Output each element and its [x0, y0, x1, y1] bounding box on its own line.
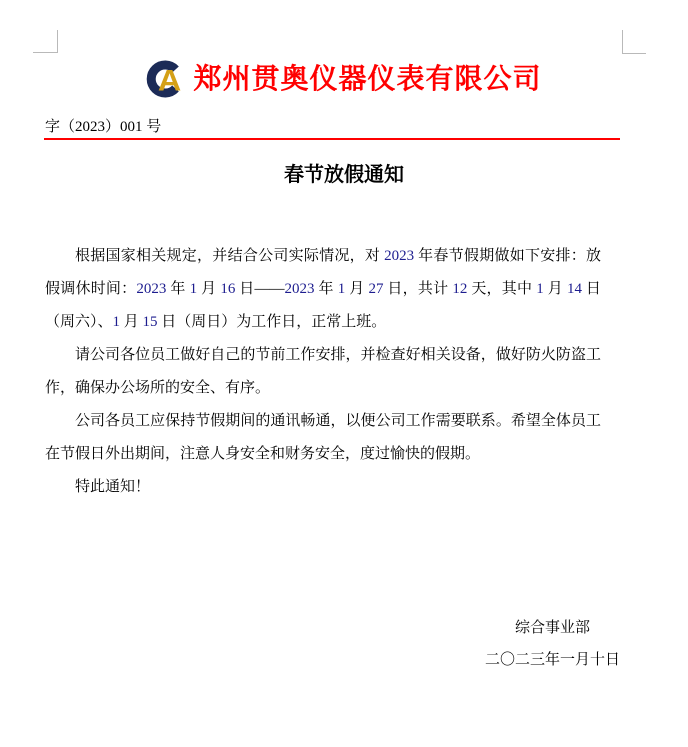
body-number: 14	[566, 281, 582, 297]
body-text: 月	[345, 281, 369, 297]
body-paragraph	[45, 471, 601, 504]
logo-a-letter: A	[158, 63, 182, 98]
body-text: 月	[543, 281, 567, 297]
body-number: 2023	[136, 281, 167, 297]
body-text: 日（周六）、	[45, 281, 601, 330]
body-number: 2023	[384, 248, 415, 264]
body-number: 12	[452, 281, 468, 297]
body-number: 27	[368, 281, 384, 297]
body-number: 15	[142, 314, 158, 330]
company-name: 郑州贯奥仪器仪表有限公司	[193, 64, 542, 95]
body-text: 公司各员工应保持节假期间的通讯畅通，以便公司工作需要联系。希望全体员工在节假日外出期间，注意人身安全和财务安全，度过愉快的假期。	[45, 413, 601, 462]
body-text: 年	[314, 281, 338, 297]
margin-mark-top-left-h	[33, 52, 57, 53]
body-paragraph	[45, 240, 601, 339]
body-text: 年春节假期做如下安排：放假调休时间：	[45, 248, 601, 297]
doc-number: 字（2023）001 号	[45, 119, 162, 135]
signature-block	[440, 612, 665, 676]
notice-title: 春节放假通知	[284, 164, 404, 186]
signature-department: 综合事业部	[514, 620, 590, 636]
company-logo-icon	[146, 58, 192, 98]
body-text: 根据国家相关规定，并结合公司实际情况，对	[75, 248, 385, 264]
body-paragraph	[45, 339, 601, 405]
body-number: 1	[536, 281, 544, 297]
body-text: 日，共计	[383, 281, 453, 297]
body-text: 年	[166, 281, 190, 297]
body-text: 月	[197, 281, 221, 297]
body-text: 月	[120, 314, 143, 330]
body-text: 日——	[235, 281, 285, 297]
body-paragraph	[45, 405, 601, 471]
body-number: 1	[112, 314, 121, 330]
notice-body	[45, 240, 601, 504]
letterhead	[0, 54, 688, 100]
body-number: 1	[189, 281, 198, 297]
margin-mark-top-left-v	[57, 30, 58, 53]
body-text: 日（周日）为工作日，正常上班。	[157, 314, 387, 330]
body-text: 请公司各位员工做好自己的节前工作安排，并检查好相关设备，做好防火防盗工作，确保办公场所的安全、有序。	[45, 347, 601, 396]
red-divider-rule	[44, 138, 620, 140]
body-number: 1	[337, 281, 346, 297]
margin-mark-top-right-v	[622, 30, 623, 54]
body-text: 天，其中	[467, 281, 537, 297]
body-number: 2023	[284, 281, 315, 297]
signature-date: 二〇二三年一月十日	[484, 652, 620, 668]
body-text: 特此通知！	[75, 479, 151, 495]
body-number: 16	[220, 281, 236, 297]
